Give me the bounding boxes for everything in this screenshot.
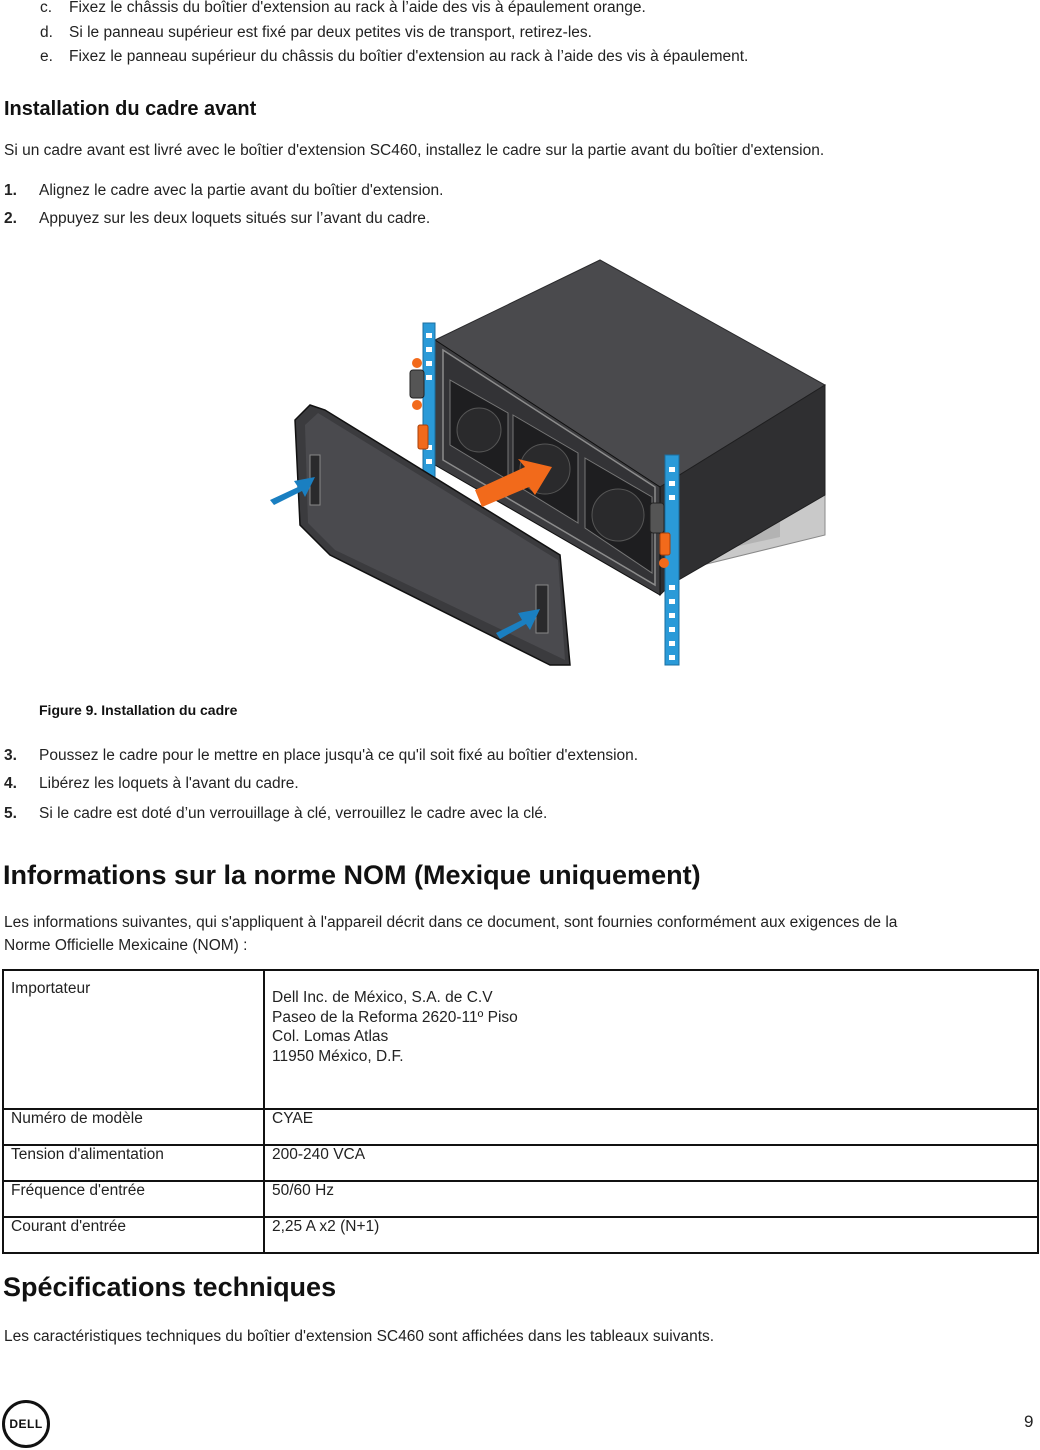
specs-intro: Les caractéristiques techniques du boîtier d'extension SC460 sont affichées dans les tableaux suivants.	[4, 1328, 715, 1345]
step-2	[0, 209, 1040, 229]
step-text: Alignez le cadre avec la partie avant du boîtier d'extension.	[39, 182, 444, 199]
nom-intro-line-1: Les informations suivantes, qui s'appliquent à l'appareil décrit dans ce document, sont fournies conformément aux exigences de la	[4, 914, 898, 931]
nom-intro-line-2: Norme Officielle Mexicaine (NOM) :	[4, 937, 248, 954]
table-row	[3, 1109, 1038, 1145]
substep-e	[0, 47, 1040, 67]
rack-rail-left	[423, 323, 435, 478]
step-3	[0, 746, 1040, 766]
importer-label: Importateur	[3, 970, 264, 1109]
latch-right-orange	[660, 533, 670, 555]
step-number: 4.	[4, 775, 17, 792]
step-number: 1.	[4, 182, 17, 199]
step-text: Si le cadre est doté d’un verrouillage à clé, verrouillez le cadre avec la clé.	[39, 805, 548, 822]
dell-logo-text: DELL	[9, 1417, 43, 1431]
importer-line: Paseo de la Reforma 2620-11º Piso	[272, 1008, 518, 1026]
substep-letter: d.	[40, 24, 53, 41]
step-text: Libérez les loquets à l'avant du cadre.	[39, 775, 299, 792]
table-row	[3, 1145, 1038, 1181]
section-heading-bezel: Installation du cadre avant	[4, 98, 257, 120]
importer-line: Dell Inc. de México, S.A. de C.V	[272, 989, 493, 1006]
table-row	[3, 970, 1038, 1109]
page-number: 9	[1024, 1412, 1034, 1431]
substep-letter: e.	[40, 48, 53, 65]
step-number: 3.	[4, 747, 17, 764]
step-5	[0, 804, 1040, 824]
table-row	[3, 1181, 1038, 1217]
substep-d	[0, 23, 1040, 43]
row-value: 2,25 A x2 (N+1)	[264, 1217, 1038, 1253]
step-text: Poussez le cadre pour le mettre en place jusqu'à ce qu'il soit fixé au boîtier d'extension.	[39, 747, 639, 764]
row-label: Courant d'entrée	[3, 1217, 264, 1253]
step-4	[0, 774, 1040, 794]
step-number: 2.	[4, 210, 17, 227]
row-label: Fréquence d'entrée	[3, 1181, 264, 1217]
nom-table	[2, 969, 1039, 1254]
substep-text: Si le panneau supérieur est fixé par deux petites vis de transport, retirez-les.	[69, 24, 592, 41]
substep-c	[0, 0, 1040, 18]
table-row	[3, 1217, 1038, 1253]
importer-value	[264, 970, 1038, 1109]
step-text: Appuyez sur les deux loquets situés sur l’avant du cadre.	[39, 210, 431, 227]
step-1	[0, 181, 1040, 201]
bezel-latch-right	[536, 585, 548, 633]
row-label: Numéro de modèle	[3, 1109, 264, 1145]
bezel-installation-figure	[260, 255, 835, 685]
importer-line: 11950 México, D.F.	[272, 1047, 404, 1065]
substep-letter: c.	[40, 0, 53, 16]
row-value: CYAE	[264, 1109, 1038, 1145]
shoulder-screw-left	[410, 370, 424, 398]
row-value: 50/60 Hz	[264, 1181, 1038, 1217]
row-value: 200-240 VCA	[264, 1145, 1038, 1181]
step-number: 5.	[4, 805, 17, 822]
shoulder-screw-right	[650, 503, 664, 533]
importer-line: Col. Lomas Atlas	[272, 1028, 389, 1045]
row-label: Tension d'alimentation	[3, 1145, 264, 1181]
latch-left-orange	[418, 425, 428, 449]
section-heading-specs: Spécifications techniques	[3, 1272, 337, 1302]
figure-caption: Figure 9. Installation du cadre	[39, 702, 238, 718]
bezel-intro: Si un cadre avant est livré avec le boîtier d'extension SC460, installez le cadre sur la partie avant du boîtier d'extension.	[4, 142, 825, 159]
substep-text: Fixez le châssis du boîtier d'extension au rack à l’aide des vis à épaulement orange.	[69, 0, 646, 16]
section-heading-nom: Informations sur la norme NOM (Mexique uniquement)	[3, 860, 701, 890]
dell-logo	[2, 1400, 50, 1448]
substep-text: Fixez le panneau supérieur du châssis du boîtier d'extension au rack à l’aide des vis à épaulement.	[69, 48, 749, 65]
